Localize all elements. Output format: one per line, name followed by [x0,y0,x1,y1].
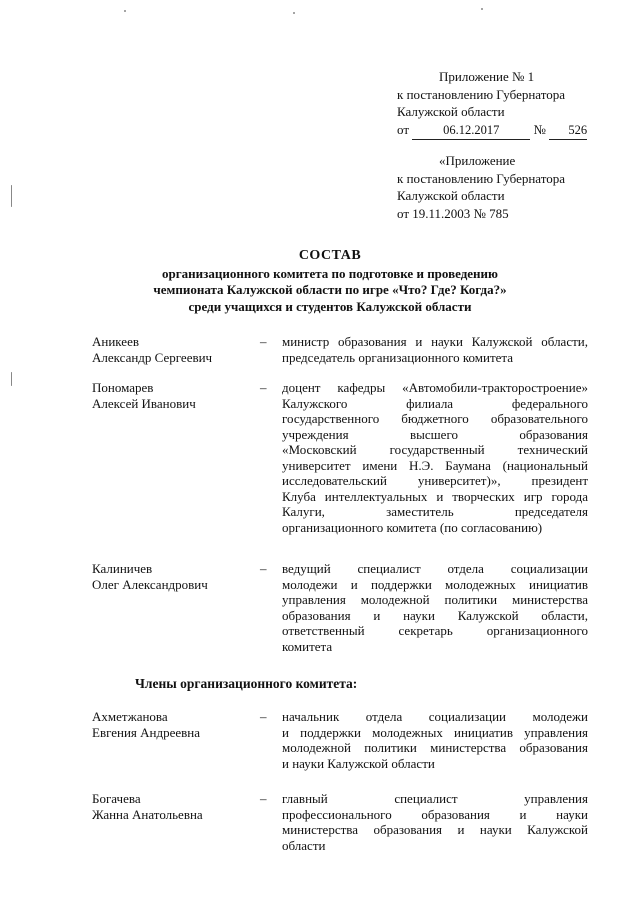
original-appendix-header [397,152,565,222]
appendix-title: Приложение № 1 [439,69,535,84]
appendix-header [397,68,587,140]
number-value: 526 [549,124,587,140]
member-surname: Богачева [92,791,141,806]
scan-speck [11,372,12,386]
entry-dash: – [260,334,267,349]
role-line: управления молодежной политики министерства [282,592,588,607]
role-line: государственного бюджетного образовательного [282,411,588,426]
role-line: Клуба интеллектуальных и творческих игр города [282,488,588,504]
title-line: чемпионата Калужской области по игре «Что? Где? Когда?» [153,282,507,297]
member-role [282,380,588,535]
role-line: учреждения высшего образования [282,426,588,442]
role-line: профессионального образования и науки [282,806,588,822]
title-main: СОСТАВ [298,248,362,263]
role-line: «Московский государственный технический [282,442,588,457]
appendix-title: «Приложение [439,153,516,168]
entry-dash: – [260,561,267,576]
member-surname: Пономарев [92,380,154,395]
role-line: области [282,837,326,853]
role-line: председатель организационного комитета [282,349,514,365]
members-heading: Члены организационного комитета: [135,676,358,691]
appendix-line: от 19.11.2003 № 785 [397,205,509,221]
role-line: ведущий специалист отдела социализации [282,561,588,576]
member-name [92,561,252,592]
date-value: 06.12.2017 [412,124,530,140]
member-name [92,334,252,365]
member-surname: Ахметжанова [92,709,168,724]
member-given-names: Евгения Андреевна [92,724,201,740]
scan-speck [11,185,12,207]
role-line: Калуги, заместитель председателя [282,504,588,519]
member-name [92,791,252,822]
appendix-line: Калужской области [397,188,505,203]
appendix-line: к постановлению Губернатора [397,86,566,102]
role-line: Калужского филиала федерального [282,395,588,411]
entry-dash: – [260,380,267,395]
role-line: и науки Калужской области [282,755,435,771]
member-surname: Калиничев [92,561,153,576]
role-line: университет имени Н.Э. Баумана (национальный [282,457,588,473]
scan-speck [124,10,126,12]
role-line: комитета [282,638,333,654]
appendix-date-line [397,121,587,140]
role-line: организационного комитета (по согласованию) [282,519,543,535]
member-role [282,709,588,771]
number-sign: № [533,121,546,137]
role-line: министерства образования и науки Калужской [282,822,588,837]
document-title [60,248,600,315]
member-role [282,791,588,853]
role-line: молодежи и поддержки молодежных инициатив [282,576,588,592]
role-line: доцент кафедры «Автомобили-тракторостроение» [282,380,588,395]
member-given-names: Жанна Анатольевна [92,806,203,822]
title-line: среди учащихся и студентов Калужской области [188,298,472,314]
member-given-names: Олег Александрович [92,576,208,592]
role-line: главный специалист управления [282,791,588,806]
member-role [282,561,588,654]
role-line: начальник отдела социализации молодежи [282,709,588,724]
role-line: образования и науки Калужской области, [282,607,588,623]
member-given-names: Александр Сергеевич [92,349,213,365]
scan-speck [481,8,483,10]
member-name [92,380,252,411]
role-line: министр образования и науки Калужской области, [282,334,588,349]
scan-speck [293,12,295,14]
member-surname: Аникеев [92,334,139,349]
role-line: исследовательский университет)», президент [282,473,588,488]
role-line: и поддержки молодежных инициатив управления [282,724,588,740]
date-prefix: от [397,121,410,137]
member-given-names: Алексей Иванович [92,395,196,411]
appendix-line: к постановлению Губернатора [397,170,566,186]
entry-dash: – [260,791,267,806]
entry-dash: – [260,709,267,724]
member-role [282,334,588,365]
role-line: молодежной политики министерства образования [282,740,588,755]
member-name [92,709,252,740]
title-line: организационного комитета по подготовке и проведению [162,265,498,281]
appendix-line: Калужской области [397,104,505,119]
role-line: ответственный секретарь организационного [282,623,588,638]
